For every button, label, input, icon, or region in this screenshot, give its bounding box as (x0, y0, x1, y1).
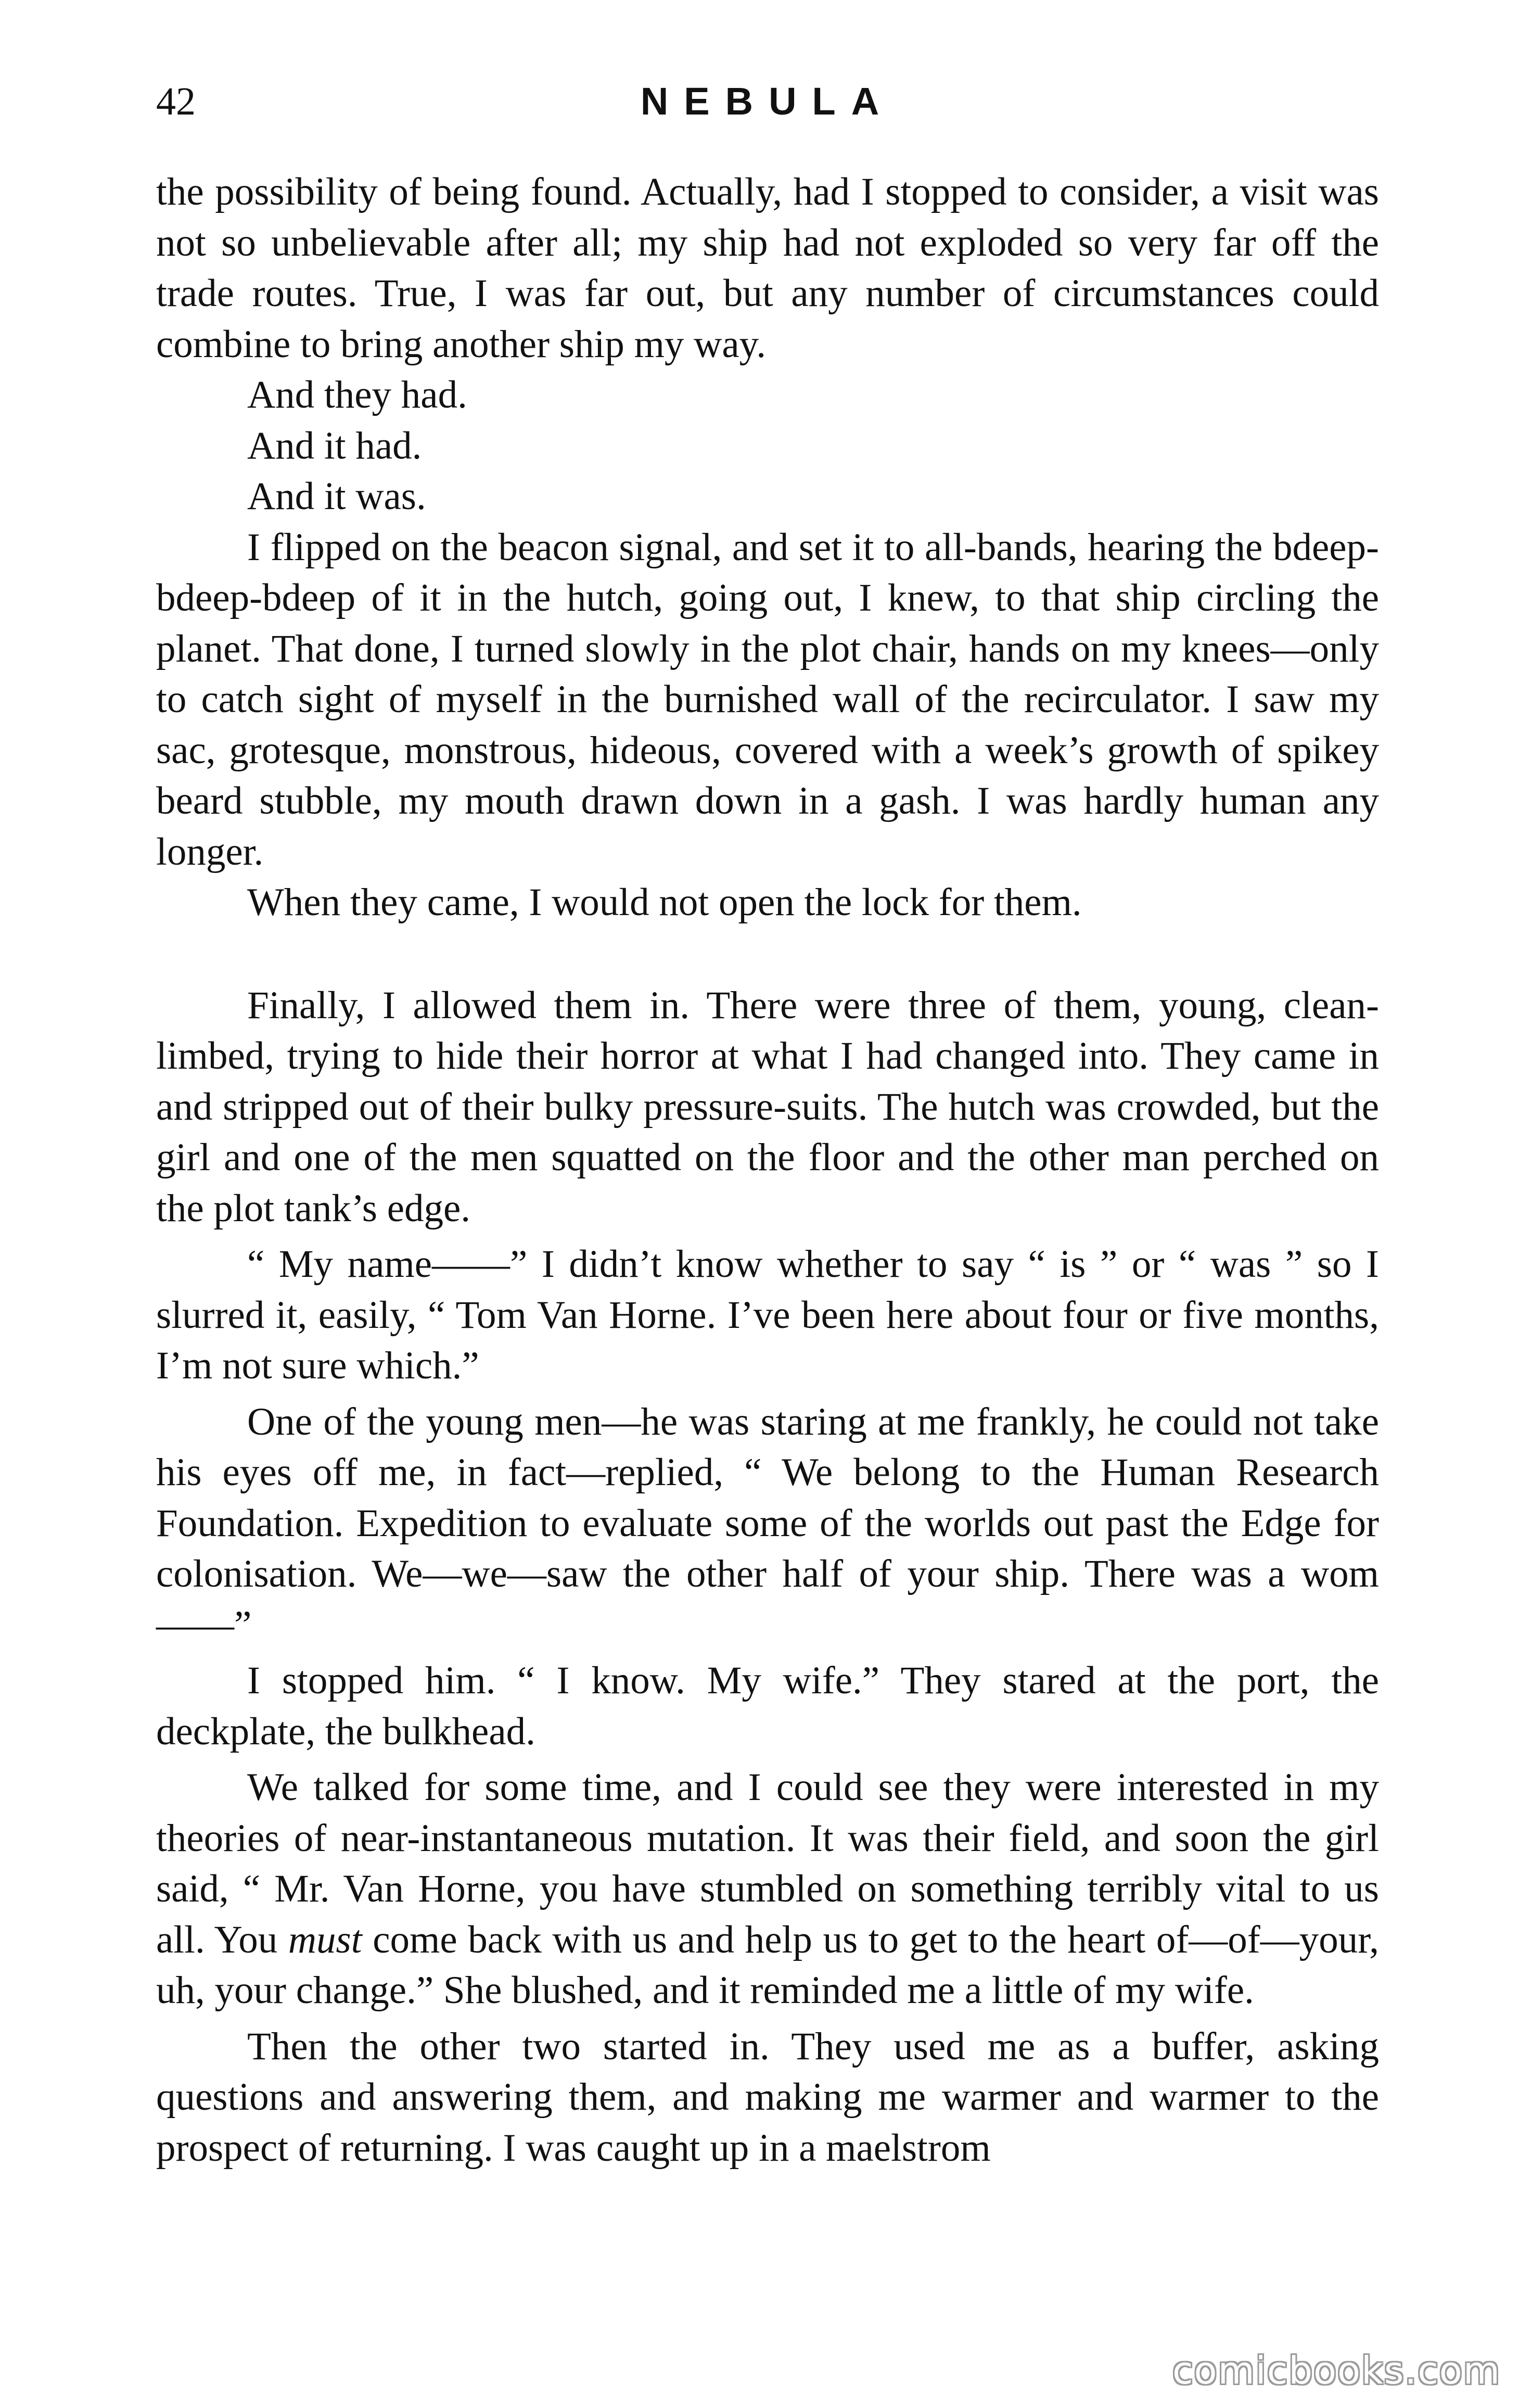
page-number: 42 (156, 80, 196, 123)
paragraph: I flipped on the beacon signal, and set it to all-bands, hearing the bdeep-bdeep-bdeep of it in the hutch, going out, I knew, to that ship circling the planet. That done, I turned slowly in the plot chair, hands on my knees—only to catch sight of myself in the burnished wall of the recirculator. I saw my sac, grotesque, monstrous, hideous, covered with a week’s growth of spikey beard stubble, my mouth drawn down in a gash. I was hardly human any longer. (156, 525, 1379, 873)
paragraph: And it was. (247, 475, 426, 518)
running-head-title: NEBULA (640, 80, 895, 123)
paragraph: We talked for some time, and I could see they were interested in my theories of near-instantaneous mutation. It was their field, and soon the girl said, “ Mr. Van Horne, you have stumbled on something terribly vital to us all. You must come back with us and help us to get to the heart of—of—your, uh, your change.” She blushed, and it reminded me a little of my wife. (156, 1766, 1379, 2012)
watermark: comicbooks.com (1172, 2349, 1501, 2392)
paragraph: And they had. (247, 373, 467, 416)
paragraph: And it had. (247, 424, 422, 467)
paragraph: I stopped him. “ I know. My wife.” They stared at the port, the deckplate, the bulkhead. (156, 1659, 1379, 1753)
paragraph: Finally, I allowed them in. There were three of them, young, clean-limbed, trying to hide their horror at what I had changed into. They came in and stripped out of their bulky pressure-suits. The hutch was crowded, but the girl and one of the men squatted on the floor and the other man perched on the plot tank’s edge. (156, 983, 1379, 1230)
paragraph: the possibility of being found. Actually, had I stopped to consider, a visit was not so unbelievable after all; my ship had not exploded so very far off the trade routes. True, I was far out, but any number of circumstances could combine to bring another ship my way. (156, 170, 1379, 366)
paragraph: One of the young men—he was staring at me frankly, he could not take his eyes off me, in fact—replied, “ We belong to the Human Research Foundation. Expedition to evaluate some of the worlds out past the Edge for colonisation. We—we—saw the other half of your ship. There was a wom——” (156, 1400, 1379, 1646)
page-header (156, 73, 1379, 130)
emphasis: must (288, 1918, 362, 1961)
paragraph: “ My name——” I didn’t know whether to say “ is ” or “ was ” so I slurred it, easily, “ Tom Van Horne. I’ve been here about four or five months, I’m not sure which.” (156, 1243, 1379, 1387)
body-text (156, 167, 1379, 2173)
paragraph: Then the other two started in. They used me as a buffer, asking questions and answering them, and making me warmer and warmer to the prospect of returning. I was caught up in a maelstrom (156, 2024, 1379, 2170)
paragraph: When they came, I would not open the lock for them. (247, 881, 1082, 924)
